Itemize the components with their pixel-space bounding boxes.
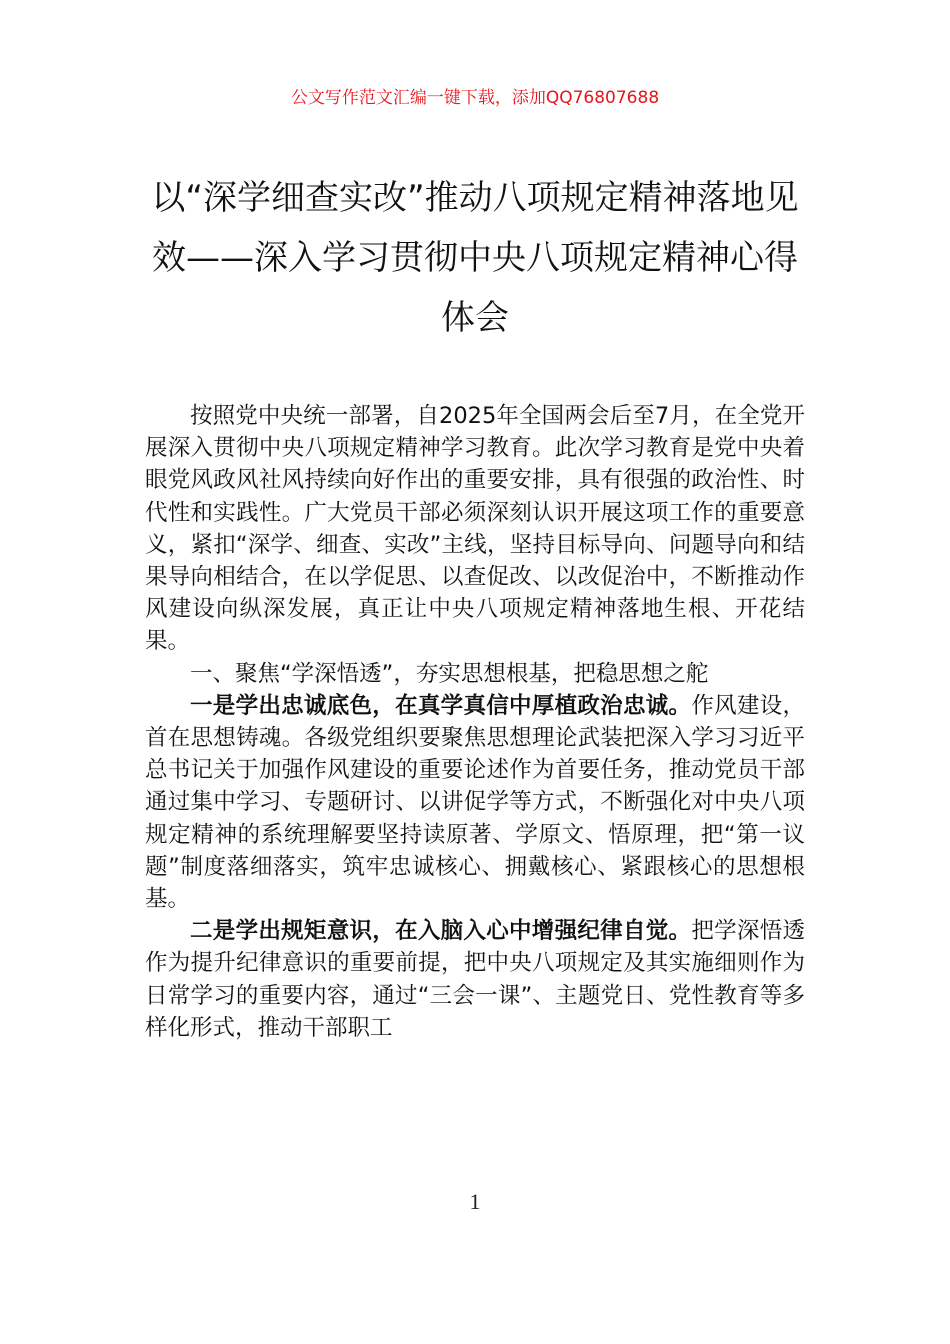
paragraph-text: 把学深悟透作为提升纪律意识的重要前提，把中央八项规定及其实施细则作为日常学习的重要内容，通过“三会一课”、主题党日、党性教育等多样化形式，推动干部职工 (145, 918, 805, 1041)
paragraph (145, 400, 805, 658)
paragraph (145, 915, 805, 1044)
paragraph-lead: 一是学出忠诚底色，在真学真信中厚植政治忠诚。 (190, 692, 692, 719)
paragraph-text: 作风建设，首在思想铸魂。各级党组织要聚焦思想理论武装把深入学习习近平总书记关于加强作风建设的重要论述作为首要任务，推动党员干部通过集中学习、专题研讨、以讲促学等方式，不断强化对中央八项规定精神的系统理解要坚持读原著、学原文、悟原理，把“第一议题”制度落细落实，筑牢忠诚核心、拥戴核心、紧跟核心的思想根基。 (145, 692, 805, 913)
section-heading (145, 658, 805, 690)
header-note: 公文写作范文汇编一键下载，添加QQ76807688 (290, 88, 660, 108)
paragraph-lead: 二是学出规矩意识，在入脑入心中增强纪律自觉。 (190, 918, 692, 945)
document-title: 以“深学细查实改”推动八项规定精神落地见效——深入学习贯彻中央八项规定精神心得体会 (151, 178, 799, 338)
paragraph (145, 690, 805, 915)
paragraph-text: 一、聚焦“学深悟透”，夯实思想根基，把稳思想之舵 (190, 660, 709, 687)
document-body (145, 400, 805, 1044)
page-number: 1 (469, 1189, 481, 1214)
paragraph-text: 按照党中央统一部署，自2025年全国两会后至7月，在全党开展深入贯彻中央八项规定精神学习教育。此次学习教育是党中央着眼党风政风社风持续向好作出的重要安排，具有很强的政治性、时代性和实践性。广大党员干部必须深刻认识开展这项工作的重要意义，紧扣“深学、细查、实改”主线，坚持目标导向、问题导向和结果导向相结合，在以学促思、以查促改、以改促治中，不断推动作风建设向纵深发展，真正让中央八项规定精神落地生根、开花结果。 (145, 403, 805, 655)
